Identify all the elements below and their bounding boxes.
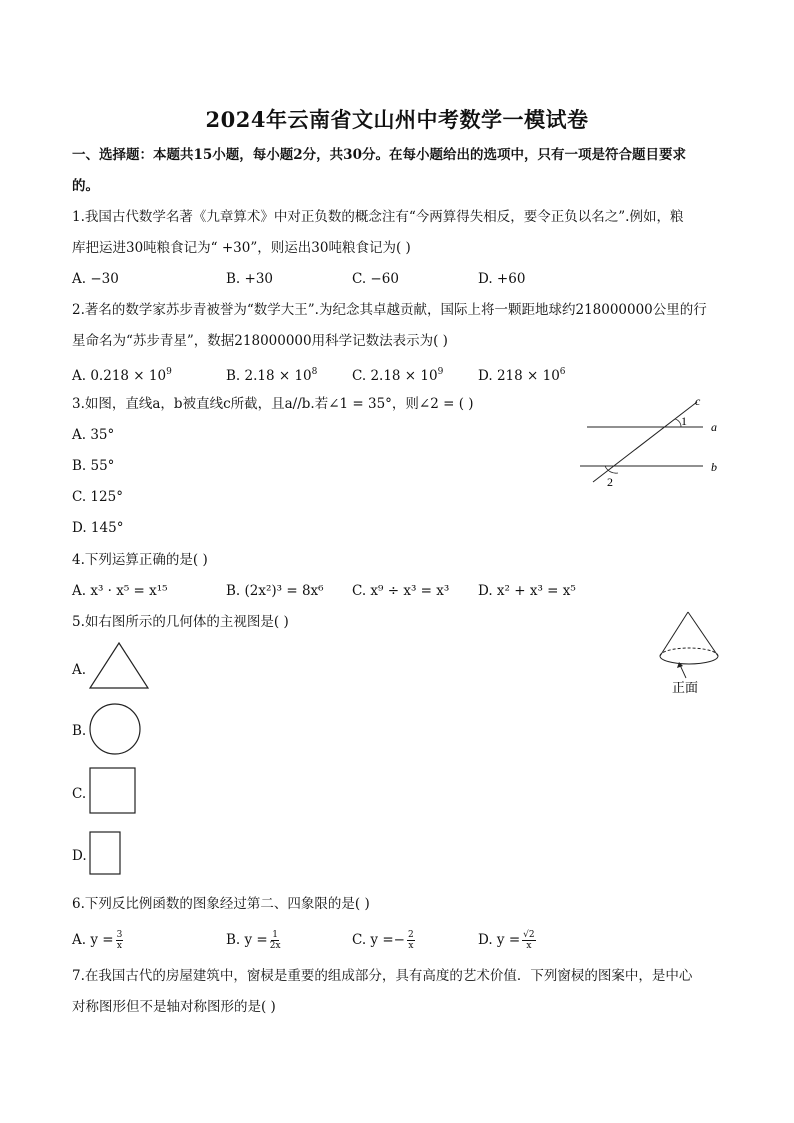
q5-option-c-label[interactable]: C. [72, 786, 87, 802]
q2-option-b-label: B. [226, 368, 241, 384]
q6-option-c-den: x [408, 941, 414, 951]
q4-stem: 4.下列运算正确的是( ) [72, 552, 208, 568]
q6-option-b-den: 2x [269, 941, 281, 951]
q2-option-c-base: 2.18 × 10 [370, 368, 438, 384]
q3-stem: 3.如图，直线a，b被直线c所截，且a//b.若∠1 = 35°，则∠2 = ( ) [72, 396, 474, 412]
q2-option-d[interactable] [478, 362, 566, 386]
q6-stem: 6.下列反比例函数的图象经过第二、四象限的是( ) [72, 896, 370, 912]
q1-stem-line1: 1.我国古代数学名著《九章算术》中对正负数的概念注有“今两算得失相反，要令正负以名之”.例如，粮 [72, 209, 684, 225]
q2-option-a-exp: 9 [166, 367, 172, 377]
q1-stem-line2: 库把运进30吨粮食记为“ +30”，则运出30吨粮食记为( ) [72, 240, 411, 256]
q3-option-c[interactable]: C. 125° [72, 489, 123, 505]
q6-option-a-label: A. y = [72, 932, 114, 948]
q6-option-a-fraction [116, 930, 124, 951]
q2-stem-line1: 2.著名的数学家苏步青被誉为“数学大王”.为纪念其卓越贡献，国际上将一颗距地球约218000000公里的行 [72, 302, 707, 318]
q2-option-c-label: C. [352, 368, 367, 384]
rectangle-option-shape[interactable] [88, 830, 124, 878]
cone-figure [652, 608, 732, 698]
q6-option-c-num: 2 [407, 930, 414, 940]
q2-option-b-exp: 8 [311, 367, 318, 377]
q5-option-a-label[interactable]: A. [72, 662, 87, 678]
q1-option-d[interactable]: D. +60 [478, 271, 526, 287]
angle-2-arc [605, 466, 618, 473]
q4-option-d[interactable]: D. x² + x³ = x⁵ [478, 583, 576, 599]
q6-option-c-label: C. y = [352, 932, 394, 948]
view-arrow [680, 665, 686, 678]
q5-option-b-label[interactable]: B. [72, 723, 87, 739]
q6-option-b-label: B. y = [226, 932, 268, 948]
q2-option-b-base: 2.18 × 10 [244, 368, 312, 384]
label-a: a [711, 420, 717, 434]
parallel-lines-figure [575, 390, 725, 495]
q4-option-a[interactable]: A. x³ · x⁵ = x¹⁵ [72, 583, 168, 599]
q6-option-b[interactable] [226, 930, 283, 951]
q1-option-c[interactable]: C. −60 [352, 271, 399, 287]
q4-option-c[interactable]: C. x⁹ ÷ x³ = x³ [352, 583, 450, 599]
q3-option-d[interactable]: D. 145° [72, 520, 124, 536]
q2-option-d-base: 218 × 10 [496, 368, 560, 384]
q6-option-c-sign: − [393, 932, 405, 948]
q2-option-d-label: D. [478, 368, 493, 384]
q2-option-b[interactable] [226, 362, 317, 386]
label-angle-2: 2 [607, 475, 613, 489]
label-angle-1: 1 [681, 414, 687, 428]
q3-option-a[interactable]: A. 35° [72, 427, 115, 443]
q6-option-d-fraction [522, 930, 535, 951]
label-b: b [711, 460, 717, 474]
q6-option-c[interactable] [352, 930, 417, 951]
q6-option-d[interactable] [478, 930, 538, 951]
q5-option-d-label[interactable]: D. [72, 848, 87, 864]
q1-option-b[interactable]: B. +30 [226, 271, 273, 287]
q1-option-a[interactable]: A. −30 [72, 271, 119, 287]
q2-option-a-base: 0.218 × 10 [90, 368, 167, 384]
triangle-option-shape[interactable] [88, 640, 150, 692]
page-title: 2024年云南省文山州中考数学一模试卷 [205, 107, 589, 132]
q6-option-b-num: 1 [272, 930, 278, 940]
q6-option-a-num: 3 [116, 930, 123, 940]
q2-option-a-label: A. [72, 368, 87, 384]
q7-stem-line2: 对称图形但不是轴对称图形的是( ) [72, 999, 276, 1015]
q6-option-d-den: x [526, 941, 532, 951]
q2-stem-line2: 星命名为“苏步青星”，数据218000000用科学记数法表示为( ) [72, 333, 448, 349]
q6-option-b-fraction [270, 930, 281, 951]
q6-option-a-den: x [116, 941, 122, 951]
circle-option-shape[interactable] [88, 701, 144, 757]
q7-stem-line1: 7.在我国古代的房屋建筑中，窗棂是重要的组成部分，具有高度的艺术价值．下列窗棂的图案中，是中心 [72, 968, 693, 984]
q6-option-a[interactable] [72, 930, 125, 951]
label-c: c [695, 394, 701, 408]
q6-option-c-fraction [407, 930, 415, 951]
q2-option-a[interactable] [72, 362, 172, 386]
q6-option-d-num: √2 [523, 930, 535, 940]
q5-stem: 5.如右图所示的几何体的主视图是( ) [72, 614, 289, 630]
section-instructions-line2: 的。 [72, 178, 99, 194]
q3-option-b[interactable]: B. 55° [72, 458, 115, 474]
square-option-shape[interactable] [88, 766, 138, 816]
q2-option-c-exp: 9 [437, 367, 444, 377]
q4-option-b[interactable]: B. (2x²)³ = 8x⁶ [226, 583, 324, 599]
q2-option-c[interactable] [352, 362, 443, 386]
front-view-label: 正面 [672, 681, 699, 696]
q2-option-d-exp: 6 [559, 367, 566, 377]
cone-base-front [660, 656, 718, 664]
view-arrowhead [677, 662, 683, 668]
cone-base-back [660, 648, 718, 656]
section-instructions-line1: 一、选择题：本题共15小题，每小题2分，共30分。在每小题给出的选项中，只有一项是符合题目要求 [72, 147, 686, 163]
q6-option-d-label: D. y = [478, 932, 521, 948]
